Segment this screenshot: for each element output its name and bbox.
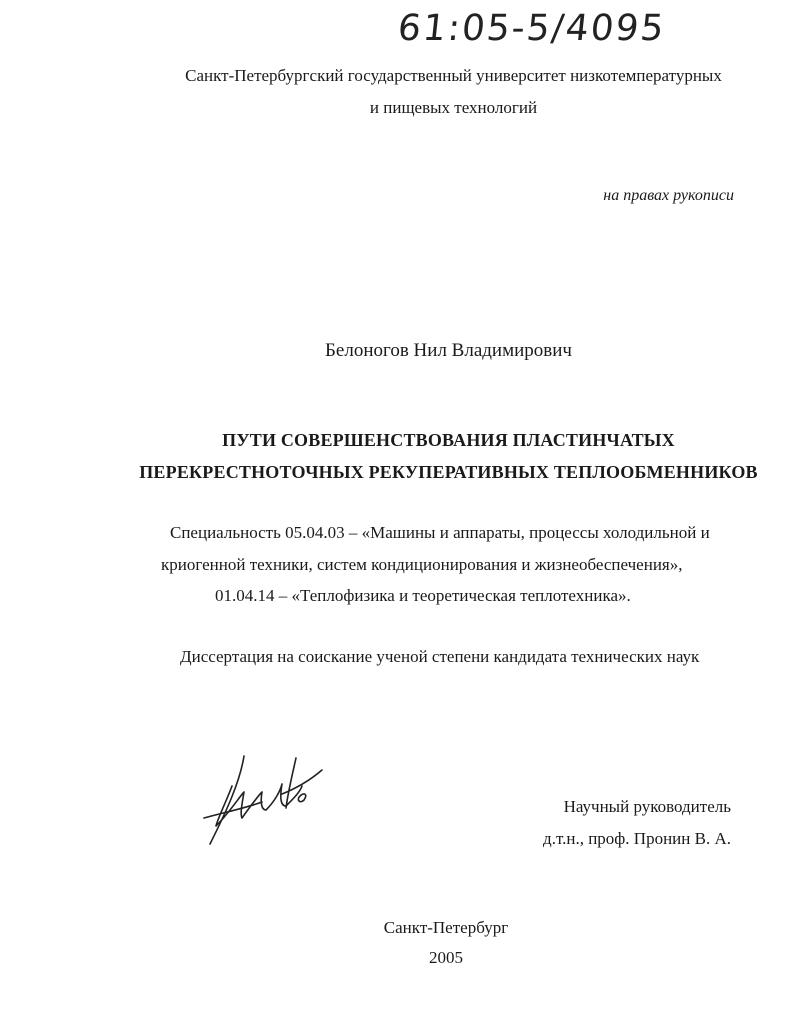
university-name-line2: и пищевых технологий: [369, 98, 538, 117]
city: Санкт-Петербург: [383, 918, 509, 937]
thesis-title-line2: ПЕРЕКРЕСТНОТОЧНЫХ РЕКУПЕРАТИВНЫХ ТЕПЛООБМЕННИКОВ: [139, 462, 758, 482]
supervisor-label: Научный руководитель: [563, 797, 731, 816]
archive-stamp: 61:05-5/4095: [395, 8, 668, 49]
specialty-line1: Специальность 05.04.03 – «Машины и аппараты, процессы холодильной и: [170, 523, 710, 542]
university-name-line1: Санкт-Петербургский государственный университет низкотемпературных: [185, 66, 722, 85]
thesis-title-line1: ПУТИ СОВЕРШЕНСТВОВАНИЯ ПЛАСТИНЧАТЫХ: [222, 430, 675, 450]
signature-icon: [196, 752, 326, 848]
year: 2005: [429, 948, 463, 967]
dissertation-statement: Диссертация на соискание ученой степени кандидата технических наук: [180, 647, 700, 666]
author-name: Белоногов Нил Владимирович: [325, 340, 572, 361]
supervisor-name: д.т.н., проф. Пронин В. А.: [543, 829, 731, 848]
specialty-line3: 01.04.14 – «Теплофизика и теоретическая теплотехника».: [215, 586, 631, 605]
rights-note: на правах рукописи: [603, 187, 734, 204]
specialty-line2: криогенной техники, систем кондиционирования и жизнеобеспечения»,: [161, 555, 683, 574]
